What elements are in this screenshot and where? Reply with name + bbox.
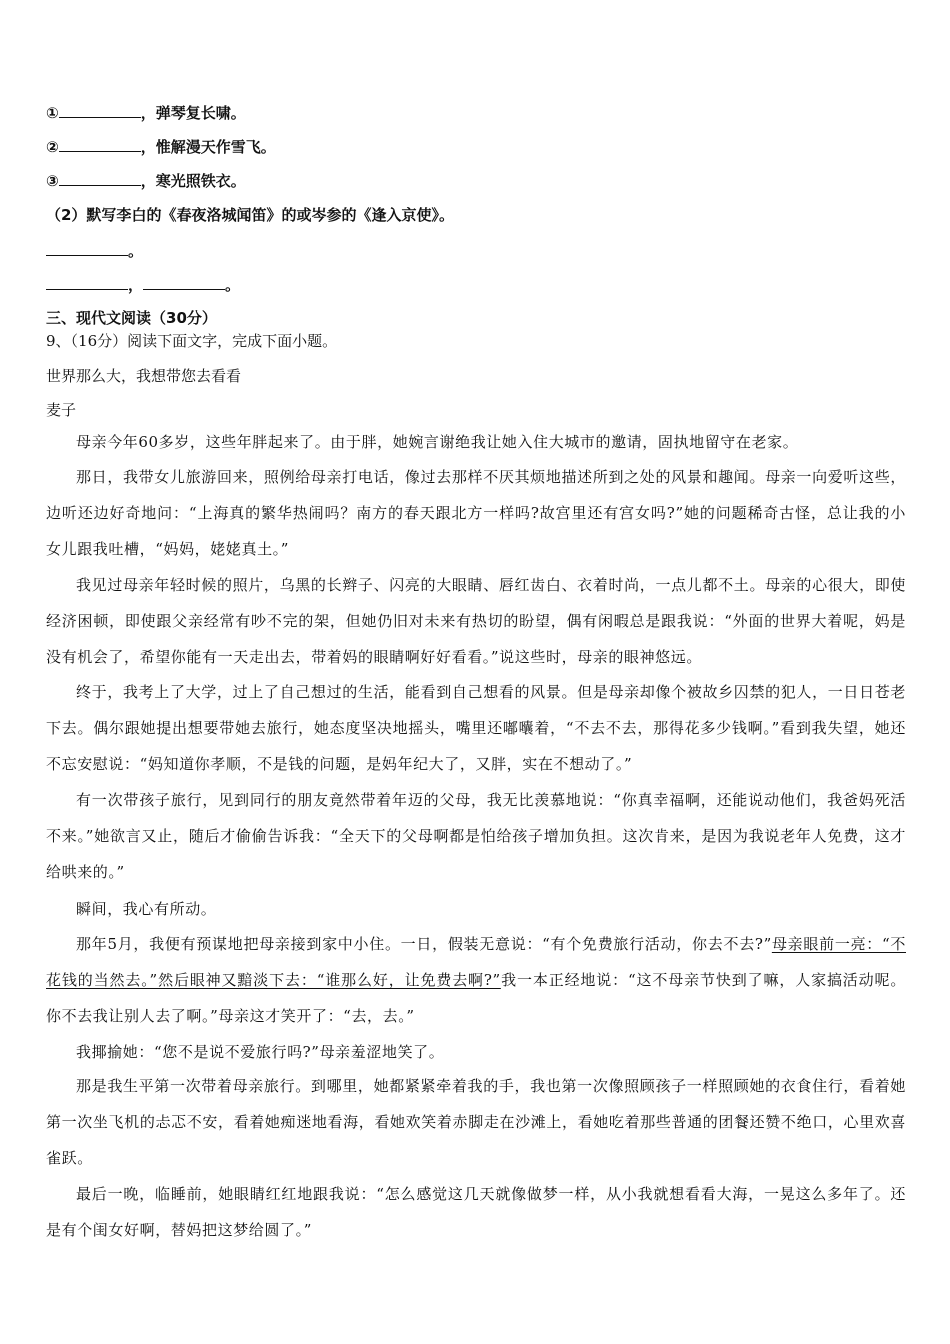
blank-marker: ① xyxy=(46,104,59,122)
paragraph: 母亲今年60多岁，这些年胖起来了。由于胖，她婉言谢绝我让她入住大城市的邀请，固执地留守在老家。 xyxy=(76,433,799,451)
q2-end-mark: 。 xyxy=(225,276,241,294)
question-2: （2）默写李白的《春夜洛城闻笛》的或岑参的《逢入京使》。 xyxy=(46,206,454,224)
blank-marker: ③ xyxy=(46,172,59,190)
paragraph: 那日，我带女儿旅游回来，照例给母亲打电话，像过去那样不厌其烦地描述所到之处的风景和趣闻。母亲一向爱听这些，边听还边好奇地问：“上海真的繁华热闹吗？南方的春天跟北方一样吗?故宫里还有宫女吗?”她的问题稀奇古怪，总让我的小女儿跟我吐槽，“妈妈，姥姥真土。” xyxy=(46,468,906,558)
article-title: 世界那么大，我想带您去看看 xyxy=(46,367,242,385)
blank-suffix: ，惟解漫天作雪飞。 xyxy=(140,138,276,156)
paragraph-text: 我一本正经地说：“这不母亲节快到了嘛，人家搞活动呢。你不去我让别人去了啊。”母亲这才笑开了：“去，去。” xyxy=(46,971,906,1025)
paragraph: 瞬间，我心有所动。 xyxy=(76,900,217,918)
q2-sep-mark: ， xyxy=(128,276,144,294)
article-author: 麦子 xyxy=(46,401,77,419)
paragraph: 最后一晚，临睡前，她眼睛红红地跟我说：“怎么感觉这几天就像做梦一样，从小我就想看看大海，一晃这么多年了。还是有个闺女好啊，替妈把这梦给圆了。” xyxy=(46,1185,906,1239)
answer-blank xyxy=(59,103,141,118)
paragraph: 我见过母亲年轻时候的照片，乌黑的长辫子、闪亮的大眼睛、唇红齿白、衣着时尚，一点儿都不土。母亲的心很大，即使经济困顿，即使跟父亲经常有吵不完的架，但她仍旧对未来有热切的盼望，偶有闲暇总是跟我说：“外面的世界大着呢，妈是没有机会了，希望你能有一天走出去，带着妈的眼睛啊好好看看。”说这些时，母亲的眼神悠远。 xyxy=(46,576,906,666)
question-9: 9、（16分）阅读下面文字，完成下面小题。 xyxy=(46,332,338,350)
q2-answer-line-2 xyxy=(46,275,240,295)
blank-marker: ② xyxy=(46,138,59,156)
answer-blank xyxy=(59,137,141,152)
underlined-text: 母亲眼前一亮：“不花钱的当然去。”然后眼神又黯淡下去：“谁那么好，让免费去啊?” xyxy=(46,935,906,989)
blank-line-1 xyxy=(46,103,246,123)
blank-suffix: ，弹琴复长啸。 xyxy=(140,104,246,122)
answer-blank xyxy=(143,275,225,290)
paragraph-with-underline xyxy=(46,926,906,1034)
section-title: 三、现代文阅读（30分） xyxy=(46,309,217,327)
blank-line-2 xyxy=(46,137,276,157)
answer-blank xyxy=(59,171,141,186)
q2-end-mark: 。 xyxy=(128,242,144,260)
paragraph-text: 那年5月，我便有预谋地把母亲接到家中小住。一日，假装无意说：“有个免费旅行活动，你去不去?” xyxy=(76,935,772,953)
blank-line-3 xyxy=(46,171,246,191)
paragraph: 那是我生平第一次带着母亲旅行。到哪里，她都紧紧牵着我的手，我也第一次像照顾孩子一样照顾她的衣食住行，看着她第一次坐飞机的忐忑不安，看着她痴迷地看海，看她欢笑着赤脚走在沙滩上，看她吃着那些普通的团餐还赞不绝口，心里欢喜雀跃。 xyxy=(46,1077,906,1167)
answer-blank xyxy=(46,241,128,256)
q2-answer-line-1 xyxy=(46,241,143,261)
blank-suffix: ，寒光照铁衣。 xyxy=(140,172,246,190)
paragraph: 我揶揄她：“您不是说不爱旅行吗?”母亲羞涩地笑了。 xyxy=(76,1043,445,1061)
paragraph: 有一次带孩子旅行，见到同行的朋友竟然带着年迈的父母，我无比羡慕地说：“你真幸福啊，还能说动他们，我爸妈死活不来。”她欲言又止，随后才偷偷告诉我：“全天下的父母啊都是怕给孩子增加负担。这次肯来，是因为我说老年人免费，这才给哄来的。” xyxy=(46,791,906,881)
answer-blank xyxy=(46,275,128,290)
paragraph: 终于，我考上了大学，过上了自己想过的生活，能看到自己想看的风景。但是母亲却像个被故乡囚禁的犯人，一日日苍老下去。偶尔跟她提出想要带她去旅行，她态度坚决地摇头，嘴里还嘟囔着，“不去不去，那得花多少钱啊。”看到我失望，她还不忘安慰说：“妈知道你孝顺，不是钱的问题，是妈年纪大了，又胖，实在不想动了。” xyxy=(46,683,906,773)
